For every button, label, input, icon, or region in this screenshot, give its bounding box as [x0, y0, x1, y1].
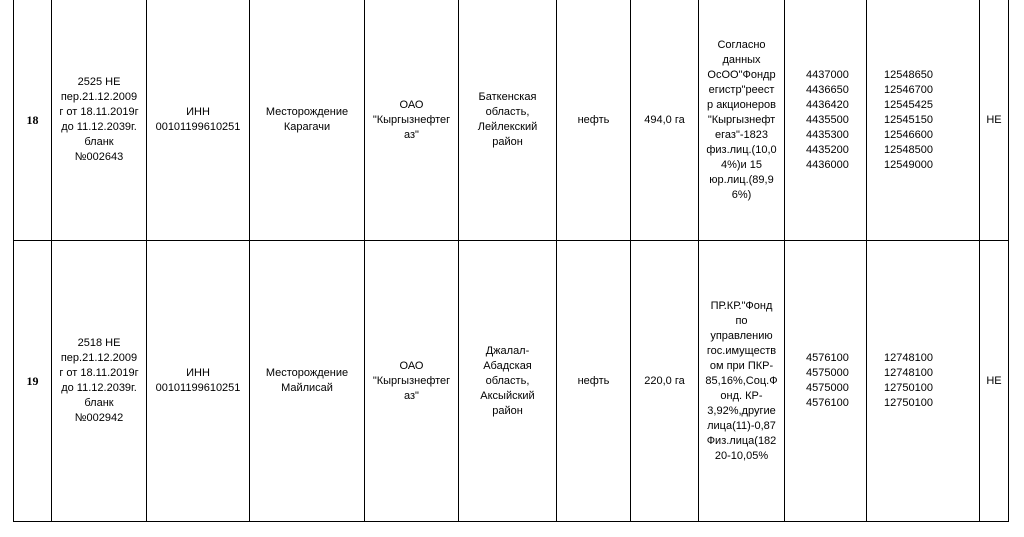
owners-line: юр.лиц.(89,9 [709, 173, 774, 186]
inn-line: ИНН [186, 367, 210, 379]
owners-line: 4%)и 15 [721, 158, 762, 171]
owners-line: 85,16%,Соц.Ф [705, 374, 778, 387]
coord-y-value: 12546700 [884, 83, 933, 96]
company-line: аз" [404, 128, 419, 141]
registry-table [13, 0, 1009, 522]
license-line: 2525 НЕ [77, 76, 121, 88]
inn-line: ИНН [186, 106, 210, 118]
owners-line: данных [722, 53, 761, 66]
region-line: область, [485, 106, 530, 118]
license-line: бланк [84, 397, 114, 409]
company-cell [365, 0, 459, 241]
company-line: "Кыргызнефтег [372, 113, 451, 126]
coord-y-value: 12748100 [884, 352, 933, 364]
region-cell [459, 0, 557, 241]
region-line: Абадская [483, 359, 532, 372]
inn-line: 00101199610251 [155, 382, 241, 394]
coord-x-value: 4575000 [806, 382, 849, 394]
owners-line: онд. КР- [720, 389, 763, 402]
owners-line: 3,92%,другие [707, 404, 776, 417]
deposit-line: Карагачи [283, 121, 331, 133]
region-cell [459, 241, 557, 522]
coord-y-value: 12546600 [884, 128, 933, 141]
coords-y-cell [867, 0, 980, 241]
table-body [14, 0, 1009, 522]
owners-line: Физ.лица(182 [706, 434, 777, 447]
row-number: 18 [26, 112, 39, 127]
status-text: НЕ [986, 113, 1002, 126]
owners-line: ПР.КР."Фонд [710, 299, 773, 312]
coord-x-value: 4435200 [806, 143, 849, 156]
region-line: Баткенская [478, 91, 537, 103]
row-number: 19 [26, 373, 39, 388]
company-cell [365, 241, 459, 522]
coord-x-value: 4576100 [806, 397, 849, 409]
owners-line: р акционеров [707, 98, 776, 111]
resource-cell [557, 0, 631, 241]
table-row [14, 0, 1009, 241]
license-line: 2518 НЕ [77, 337, 121, 349]
coords-y-cell [867, 241, 980, 522]
owners-cell [699, 0, 785, 241]
coord-y-value: 12548500 [884, 143, 933, 156]
coord-x-value: 4436000 [806, 158, 849, 171]
deposit-cell [250, 0, 365, 241]
row-number-cell [14, 241, 52, 522]
region-line: Джалал- [485, 344, 530, 357]
license-line: до 11.12.2039г. [61, 382, 137, 394]
owners-line: 20-10,05% [714, 449, 769, 462]
owners-line: ОсОО"Фондр [707, 68, 776, 81]
owners-line: "Кыргызнефт [707, 113, 776, 126]
license-cell [52, 241, 147, 522]
area-cell [631, 0, 699, 241]
license-line: пер.21.12.2009 [60, 91, 138, 103]
area-cell [631, 241, 699, 522]
owners-line: ом при ПКР- [709, 359, 774, 372]
deposit-line: Майлисай [281, 382, 333, 394]
table-row [14, 241, 1009, 522]
owners-line: 6%) [731, 188, 752, 201]
inn-line: 00101199610251 [155, 121, 241, 133]
company-line: аз" [404, 389, 419, 402]
owners-line: лица(11)-0,87 [707, 419, 776, 432]
owners-cell [699, 241, 785, 522]
owners-line: егаз"-1823 [715, 128, 768, 141]
region-line: область, [485, 374, 530, 387]
region-line: Лейлекский [477, 121, 538, 133]
area-text: 220,0 га [644, 374, 685, 387]
company-line: ОАО [399, 98, 424, 111]
license-line: до 11.12.2039г. [61, 121, 137, 133]
license-cell [52, 0, 147, 241]
owners-line: егистр"реест [708, 83, 775, 96]
coord-y-value: 12545150 [884, 113, 933, 126]
owners-line: управлению [710, 329, 773, 342]
deposit-line: Месторождение [265, 367, 349, 379]
license-line: г от 18.11.2019г [59, 367, 139, 379]
owners-line: по [735, 314, 748, 327]
coord-y-value: 12748100 [884, 367, 933, 379]
deposit-line: Месторождение [265, 106, 349, 118]
license-line: пер.21.12.2009 [60, 352, 138, 364]
status-text: НЕ [986, 374, 1002, 387]
inn-cell [147, 0, 250, 241]
coord-y-value: 12750100 [884, 382, 933, 394]
area-text: 494,0 га [644, 113, 685, 126]
status-cell [980, 241, 1009, 522]
coord-x-value: 4575000 [806, 367, 849, 379]
owners-line: физ.лиц.(10,0 [706, 143, 777, 156]
coord-x-value: 4435500 [806, 113, 849, 126]
resource-text: нефть [577, 374, 610, 387]
license-line: г от 18.11.2019г [59, 106, 139, 118]
deposit-cell [250, 241, 365, 522]
row-number-cell [14, 0, 52, 241]
license-line: №002942 [74, 412, 124, 424]
owners-line: Согласно [717, 38, 766, 51]
coord-y-value: 12750100 [884, 397, 933, 409]
region-line: Аксыйский [480, 389, 535, 402]
coord-y-value: 12549000 [884, 158, 933, 171]
coord-x-value: 4436420 [806, 98, 849, 111]
status-cell [980, 0, 1009, 241]
coord-y-value: 12545425 [884, 98, 933, 111]
coord-x-value: 4576100 [806, 352, 849, 364]
region-line: район [492, 136, 523, 148]
company-line: ОАО [399, 359, 424, 372]
coord-y-value: 12548650 [884, 68, 933, 81]
company-line: "Кыргызнефтег [372, 374, 451, 387]
owners-line: гос.имуществ [706, 344, 777, 357]
resource-text: нефть [577, 113, 610, 126]
inn-cell [147, 241, 250, 522]
region-line: район [492, 404, 523, 417]
coords-x-cell [785, 0, 867, 241]
coord-x-value: 4437000 [806, 68, 849, 81]
license-line: №002643 [74, 151, 124, 163]
coord-x-value: 4436650 [806, 83, 849, 96]
license-line: бланк [84, 136, 114, 148]
coords-x-cell [785, 241, 867, 522]
coord-x-value: 4435300 [806, 128, 849, 141]
resource-cell [557, 241, 631, 522]
